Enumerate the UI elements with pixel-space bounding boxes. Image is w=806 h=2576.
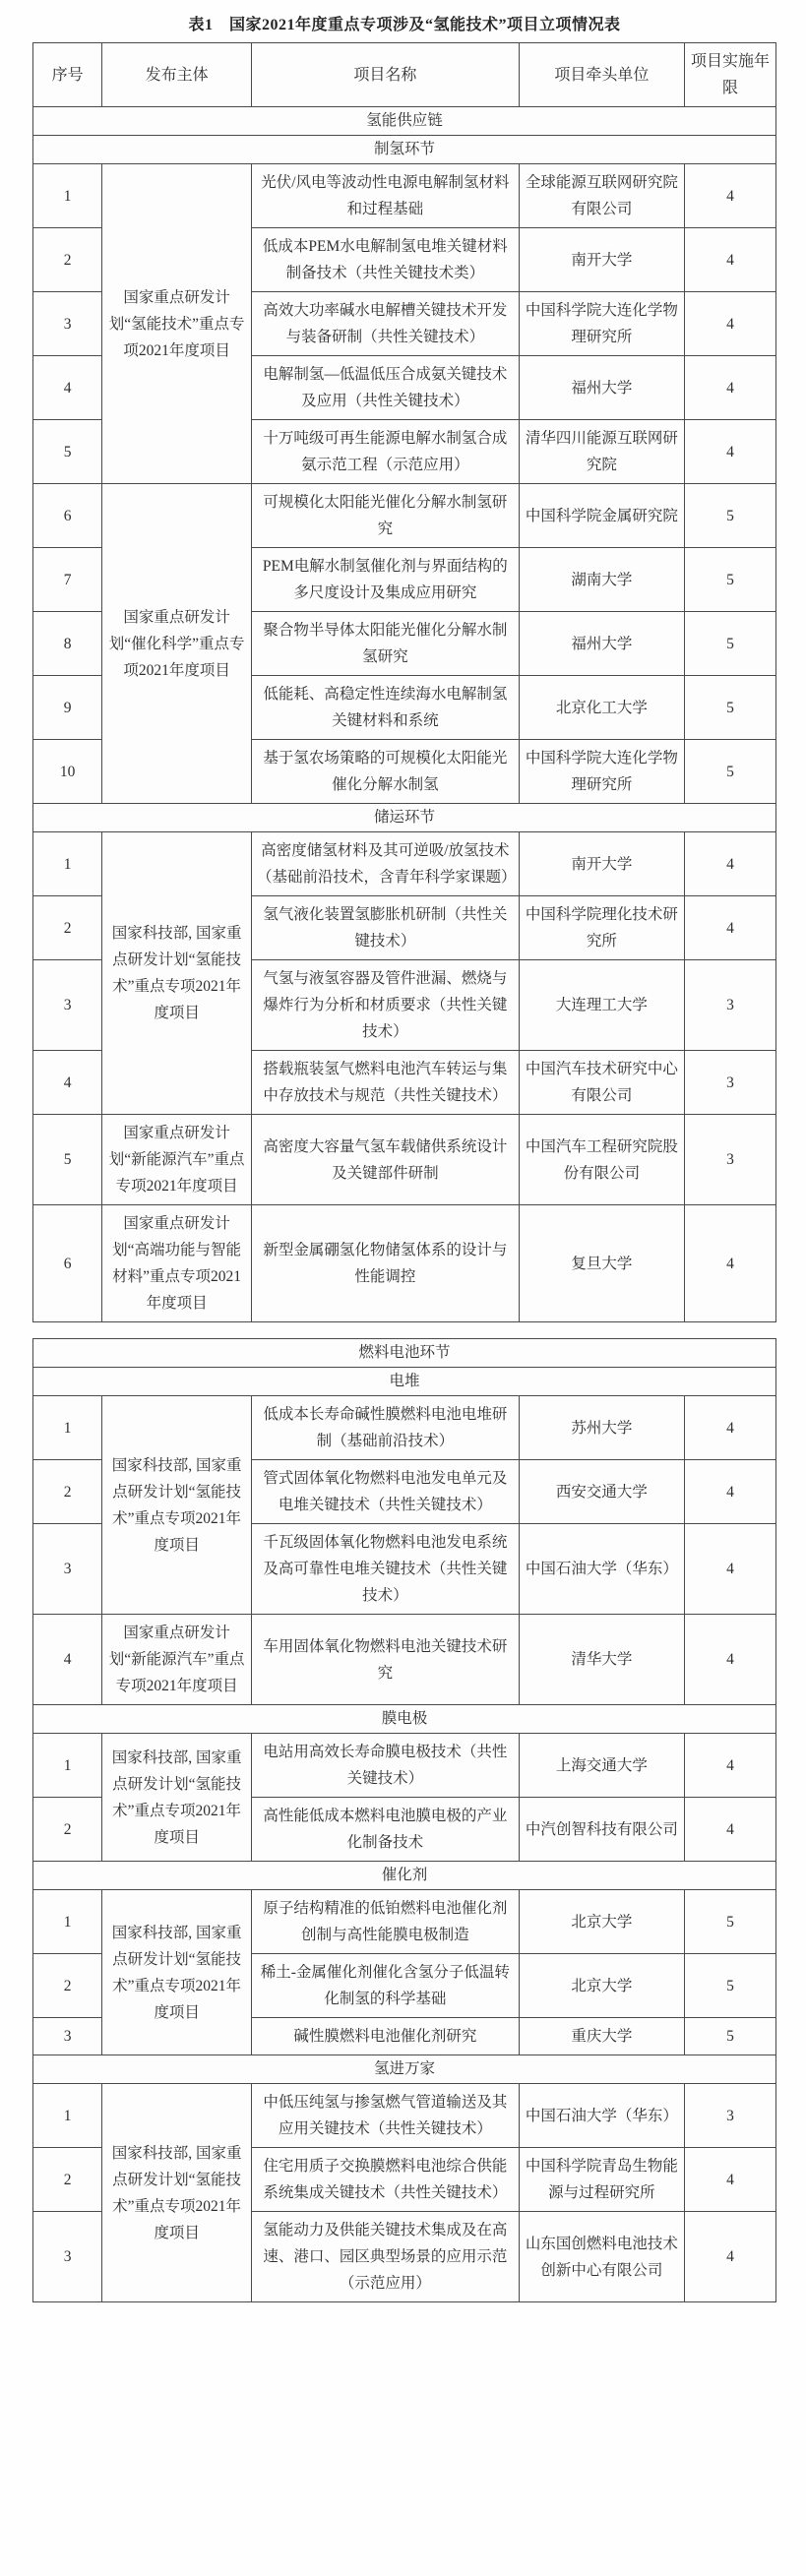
serial-cell: 1 [33,1396,102,1460]
years-cell: 5 [685,676,776,740]
header-row [33,43,776,107]
unit-cell: 中国汽车技术研究中心有限公司 [519,1051,684,1115]
serial-cell: 3 [33,1524,102,1615]
table-row [33,484,776,548]
unit-cell: 中国科学院金属研究院 [519,484,684,548]
unit-cell: 北京化工大学 [519,676,684,740]
serial-cell: 2 [33,1798,102,1862]
years-cell: 4 [685,1460,776,1524]
years-cell: 4 [685,1734,776,1798]
project-cell: 电解制氢—低温低压合成氨关键技术及应用（共性关键技术） [251,356,519,420]
unit-cell: 中国科学院理化技术研究所 [519,896,684,960]
publisher-cell: 国家科技部, 国家重点研发计划“氢能技术”重点专项2021年度项目 [102,832,252,1115]
project-cell: 高密度大容量气氢车载储供系统设计及关键部件研制 [251,1115,519,1205]
serial-cell: 1 [33,2084,102,2148]
years-cell: 4 [685,832,776,896]
years-cell: 4 [685,2212,776,2302]
project-cell: 高密度储氢材料及其可逆吸/放氢技术（基础前沿技术，含青年科学家课题） [251,832,519,896]
serial-cell: 6 [33,1205,102,1322]
unit-cell: 中国科学院大连化学物理研究所 [519,292,684,356]
serial-cell: 4 [33,1615,102,1705]
project-cell: 可规模化太阳能光催化分解水制氢研究 [251,484,519,548]
unit-cell: 中国石油大学（华东） [519,2084,684,2148]
unit-cell: 南开大学 [519,832,684,896]
project-cell: 低能耗、高稳定性连续海水电解制氢关键材料和系统 [251,676,519,740]
unit-cell: 清华大学 [519,1615,684,1705]
table-row [33,832,776,896]
serial-cell: 4 [33,1051,102,1115]
unit-cell: 清华四川能源互联网研究院 [519,420,684,484]
unit-cell: 山东国创燃料电池技术创新中心有限公司 [519,2212,684,2302]
project-cell: 住宅用质子交换膜燃料电池综合供能系统集成关键技术（共性关键技术） [251,2148,519,2212]
project-cell: PEM电解水制氢催化剂与界面结构的多尺度设计及集成应用研究 [251,548,519,612]
publisher-cell: 国家科技部, 国家重点研发计划“氢能技术”重点专项2021年度项目 [102,1734,252,1862]
unit-cell: 大连理工大学 [519,960,684,1051]
section-row [33,1705,776,1734]
unit-cell: 复旦大学 [519,1205,684,1322]
table-row [33,1115,776,1205]
serial-cell: 5 [33,420,102,484]
years-cell: 5 [685,548,776,612]
publisher-cell: 国家重点研发计划“高端功能与智能材料”重点专项2021年度项目 [102,1205,252,1322]
section-label: 储运环节 [33,804,776,832]
serial-cell: 2 [33,896,102,960]
serial-cell: 4 [33,356,102,420]
serial-cell: 1 [33,164,102,228]
section-row [33,1368,776,1396]
unit-cell: 中国汽车工程研究院股份有限公司 [519,1115,684,1205]
section-row [33,136,776,164]
years-cell: 4 [685,164,776,228]
table-row [33,1734,776,1798]
unit-cell: 全球能源互联网研究院有限公司 [519,164,684,228]
years-cell: 4 [685,292,776,356]
table-row [33,164,776,228]
serial-cell: 3 [33,960,102,1051]
unit-cell: 中汽创智科技有限公司 [519,1798,684,1862]
project-cell: 氢气液化装置氢膨胀机研制（共性关键技术） [251,896,519,960]
section-row [33,107,776,136]
project-cell: 管式固体氧化物燃料电池发电单元及电堆关键技术（共性关键技术） [251,1460,519,1524]
years-cell: 4 [685,2148,776,2212]
unit-cell: 苏州大学 [519,1396,684,1460]
years-cell: 4 [685,1396,776,1460]
column-header-4: 项目牵头单位 [519,43,684,107]
section-row [33,1862,776,1890]
project-cell: 气氢与液氢容器及管件泄漏、燃烧与爆炸行为分析和材质要求（共性关键技术） [251,960,519,1051]
project-cell: 低成本PEM水电解制氢电堆关键材料制备技术（共性关键技术类） [251,228,519,292]
serial-cell: 7 [33,548,102,612]
unit-cell: 南开大学 [519,228,684,292]
years-cell: 4 [685,228,776,292]
column-header-3: 项目名称 [251,43,519,107]
section-row [33,804,776,832]
serial-cell: 2 [33,1954,102,2018]
column-header-2: 发布主体 [102,43,252,107]
publisher-cell: 国家科技部, 国家重点研发计划“氢能技术”重点专项2021年度项目 [102,2084,252,2302]
project-cell: 基于氢农场策略的可规模化太阳能光催化分解水制氢 [251,740,519,804]
serial-cell: 5 [33,1115,102,1205]
page-title: 表1 国家2021年度重点专项涉及“氢能技术”项目立项情况表 [188,17,621,33]
column-header-1: 序号 [33,43,102,107]
years-cell: 5 [685,612,776,676]
serial-cell: 2 [33,228,102,292]
project-cell: 聚合物半导体太阳能光催化分解水制氢研究 [251,612,519,676]
unit-cell: 北京大学 [519,1890,684,1954]
years-cell: 4 [685,1205,776,1322]
unit-cell: 上海交通大学 [519,1734,684,1798]
years-cell: 3 [685,1051,776,1115]
project-cell: 碱性膜燃料电池催化剂研究 [251,2018,519,2055]
serial-cell: 2 [33,1460,102,1524]
project-cell: 车用固体氧化物燃料电池关键技术研究 [251,1615,519,1705]
serial-cell: 8 [33,612,102,676]
years-cell: 4 [685,1524,776,1615]
years-cell: 5 [685,740,776,804]
project-cell: 氢能动力及供能关键技术集成及在高速、港口、园区典型场景的应用示范（示范应用） [251,2212,519,2302]
project-cell: 稀土-金属催化剂催化含氢分子低温转化制氢的科学基础 [251,1954,519,2018]
section-label: 氢能供应链 [33,107,776,136]
publisher-cell: 国家科技部, 国家重点研发计划“氢能技术”重点专项2021年度项目 [102,1396,252,1615]
publisher-cell: 国家重点研发计划“催化科学”重点专项2021年度项目 [102,484,252,804]
years-cell: 5 [685,484,776,548]
project-cell: 千瓦级固体氧化物燃料电池发电系统及高可靠性电堆关键技术（共性关键技术） [251,1524,519,1615]
section-label: 燃料电池环节 [33,1339,776,1368]
years-cell: 5 [685,1890,776,1954]
projects-table-2 [32,1338,776,2302]
years-cell: 4 [685,896,776,960]
project-cell: 中低压纯氢与掺氢燃气管道输送及其应用关键技术（共性关键技术） [251,2084,519,2148]
section-label: 氢进万家 [33,2055,776,2084]
section-label: 电堆 [33,1368,776,1396]
years-cell: 3 [685,1115,776,1205]
unit-cell: 中国科学院大连化学物理研究所 [519,740,684,804]
publisher-cell: 国家重点研发计划“氢能技术”重点专项2021年度项目 [102,164,252,484]
serial-cell: 1 [33,1890,102,1954]
years-cell: 5 [685,2018,776,2055]
publisher-cell: 国家重点研发计划“新能源汽车”重点专项2021年度项目 [102,1115,252,1205]
years-cell: 5 [685,1954,776,2018]
project-cell: 高性能低成本燃料电池膜电极的产业化制备技术 [251,1798,519,1862]
project-cell: 低成本长寿命碱性膜燃料电池电堆研制（基础前沿技术） [251,1396,519,1460]
unit-cell: 福州大学 [519,356,684,420]
section-label: 制氢环节 [33,136,776,164]
unit-cell: 北京大学 [519,1954,684,2018]
serial-cell: 1 [33,1734,102,1798]
table-row [33,1615,776,1705]
unit-cell: 中国科学院青岛生物能源与过程研究所 [519,2148,684,2212]
serial-cell: 3 [33,2018,102,2055]
serial-cell: 2 [33,2148,102,2212]
serial-cell: 3 [33,292,102,356]
unit-cell: 福州大学 [519,612,684,676]
years-cell: 3 [685,960,776,1051]
project-cell: 新型金属硼氢化物储氢体系的设计与性能调控 [251,1205,519,1322]
serial-cell: 10 [33,740,102,804]
unit-cell: 重庆大学 [519,2018,684,2055]
table-row [33,2084,776,2148]
publisher-cell: 国家科技部, 国家重点研发计划“氢能技术”重点专项2021年度项目 [102,1890,252,2055]
years-cell: 4 [685,1615,776,1705]
years-cell: 4 [685,356,776,420]
table-row [33,1205,776,1322]
table-row [33,1396,776,1460]
project-cell: 高效大功率碱水电解槽关键技术开发与装备研制（共性关键技术） [251,292,519,356]
section-row [33,2055,776,2084]
unit-cell: 中国石油大学（华东） [519,1524,684,1615]
section-label: 催化剂 [33,1862,776,1890]
serial-cell: 9 [33,676,102,740]
unit-cell: 西安交通大学 [519,1460,684,1524]
column-header-5: 项目实施年限 [685,43,776,107]
tables-container [32,42,776,2302]
serial-cell: 1 [33,832,102,896]
project-cell: 光伏/风电等波动性电源电解制氢材料和过程基础 [251,164,519,228]
years-cell: 3 [685,2084,776,2148]
section-row [33,1339,776,1368]
projects-table-1 [32,42,776,1322]
serial-cell: 6 [33,484,102,548]
project-cell: 搭载瓶装氢气燃料电池汽车转运与集中存放技术与规范（共性关键技术） [251,1051,519,1115]
project-cell: 电站用高效长寿命膜电极技术（共性关键技术） [251,1734,519,1798]
serial-cell: 3 [33,2212,102,2302]
project-cell: 十万吨级可再生能源电解水制氢合成氨示范工程（示范应用） [251,420,519,484]
project-cell: 原子结构精准的低铂燃料电池催化剂创制与高性能膜电极制造 [251,1890,519,1954]
years-cell: 4 [685,420,776,484]
section-label: 膜电极 [33,1705,776,1734]
publisher-cell: 国家重点研发计划“新能源汽车”重点专项2021年度项目 [102,1615,252,1705]
table-row [33,1890,776,1954]
unit-cell: 湖南大学 [519,548,684,612]
years-cell: 4 [685,1798,776,1862]
